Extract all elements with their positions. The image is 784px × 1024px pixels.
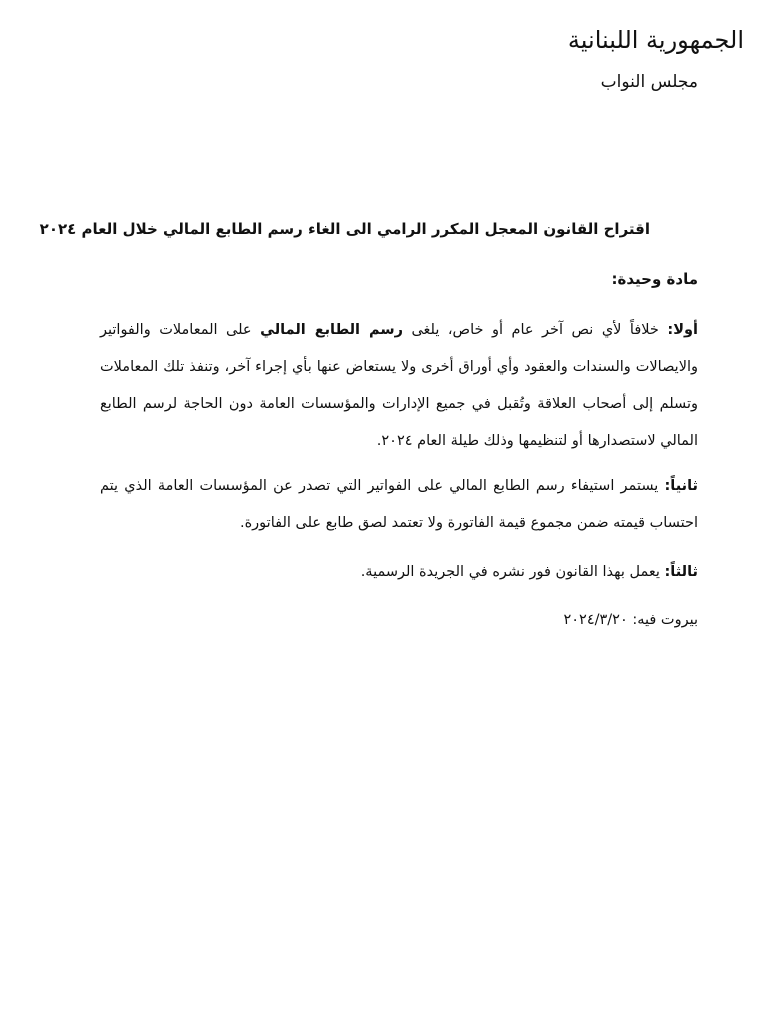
clause-first: [100, 312, 698, 460]
signoff-date: بيروت فيه: ٢٠٢٤/٣/٢٠: [563, 612, 698, 628]
clause-second: [100, 468, 698, 542]
clause-first-text-after: على المعاملات والفواتير والايصالات والسندات والعقود وأي أوراق أخرى ولا يستعاض عنها بأي إجراء آخر، وتنفذ تلك المعاملات وتسلم إلى أصحاب العلاقة وتُقبل في جميع الإدارات والمؤسسات العامة دون الحاجة لرسم الطابع المالي لاستصدارها أو لتنظيمها وذلك طيلة العام ٢٠٢٤.: [100, 322, 698, 449]
country-heading: الجمهورية اللبنانية: [567, 26, 744, 54]
clause-first-emphasis: رسم الطابع المالي: [260, 322, 403, 338]
clause-third-text: يعمل بهذا القانون فور نشره في الجريدة الرسمية.: [360, 564, 665, 580]
clause-second-label: ثانياً:: [664, 478, 698, 494]
clause-first-label: أولا:: [667, 322, 698, 338]
article-heading: مادة وحيدة:: [611, 270, 698, 288]
clause-third-label: ثالثاً:: [664, 564, 698, 580]
clause-third: [100, 554, 698, 591]
document-title: اقتراح القانون المعجل المكرر الرامي الى الغاء رسم الطابع المالي خلال العام ٢٠٢٤: [39, 220, 650, 238]
clause-first-text-before: خلافاً لأي نص آخر عام أو خاص، يلغى: [402, 322, 668, 338]
institution-heading: مجلس النواب: [600, 72, 698, 92]
clause-second-text: يستمر استيفاء رسم الطابع المالي على الفواتير التي تصدر عن المؤسسات العامة الذي يتم احتساب قيمته ضمن مجموع قيمة الفاتورة ولا تعتمد لصق طابع على الفاتورة.: [100, 478, 698, 531]
